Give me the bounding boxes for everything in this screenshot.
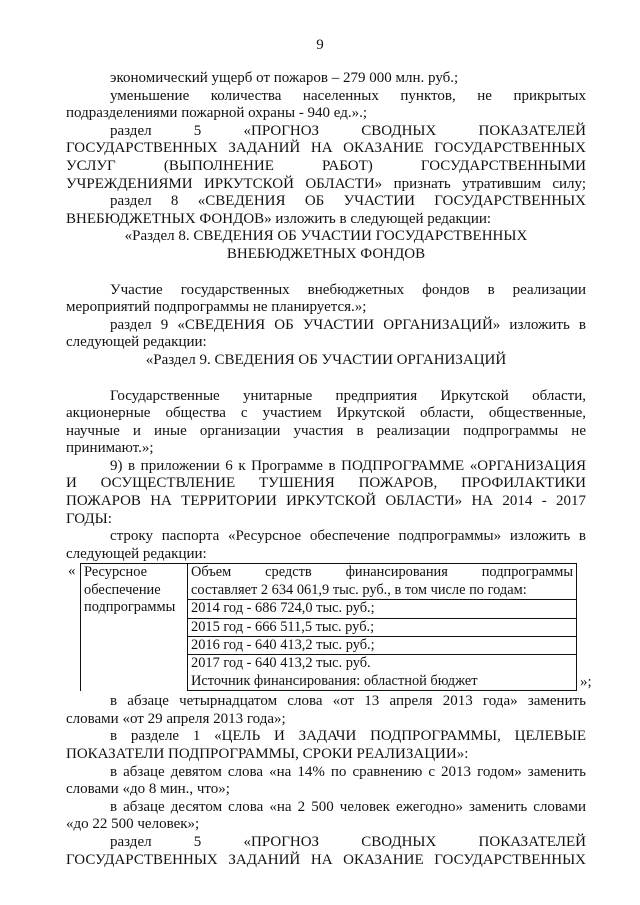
table-open-quote: « <box>68 563 76 580</box>
resource-table <box>80 563 577 691</box>
section-9-text: научные и иные организации участия в реализации подпрограммы не <box>66 422 586 439</box>
table-close-quote: »; <box>580 673 592 690</box>
left-cell-line: подпрограммы <box>84 599 176 616</box>
passport-intro: строку паспорта «Ресурсное обеспечение подпрограммы» изложить в <box>110 528 586 545</box>
paragraph-line: в абзаце десятом слова «на 2 500 человек ежегодно» заменить словами <box>110 798 586 815</box>
left-cell-line: Ресурсное <box>84 564 147 581</box>
page-number: 9 <box>316 37 324 53</box>
paragraph-line: в абзаце четырнадцатом слова «от 13 апреля 2013 года» заменить <box>110 693 586 710</box>
item-9-line: И ОСУЩЕСТВЛЕНИЕ ТУШЕНИЯ ПОЖАРОВ, ПРОФИЛАКТИКИ <box>66 475 586 492</box>
table-left-cell <box>81 564 188 691</box>
section-8-text: Участие государственных внебюджетных фондов в реализации <box>110 281 586 298</box>
section-9-text: акционерные общества с участием Иркутской области, общественные, <box>66 405 586 422</box>
paragraph-line: ВНЕБЮДЖЕТНЫХ ФОНДОВ» изложить в следующей редакции: <box>66 210 492 227</box>
volume-line: составляет 2 634 061,9 тыс. руб., в том числе по годам: <box>191 581 527 598</box>
paragraph-line: УЧРЕЖДЕНИЯМИ ИРКУТСКОЙ ОБЛАСТИ» признать утратившим силу; <box>66 175 586 192</box>
section-9-intro: раздел 9 «СВЕДЕНИЯ ОБ УЧАСТИИ ОРГАНИЗАЦИЙ» изложить в <box>110 316 586 333</box>
table-year-cell: 2015 год - 666 511,5 тыс. руб.; <box>188 618 577 636</box>
paragraph-line: ГОСУДАРСТВЕННЫХ ЗАДАНИЙ НА ОКАЗАНИЕ ГОСУДАРСТВЕННЫХ <box>66 851 586 868</box>
document-body <box>66 70 592 869</box>
passport-intro: следующей редакции: <box>66 545 207 562</box>
paragraph-line: УСЛУГ (ВЫПОЛНЕНИЕ РАБОТ) ГОСУДАРСТВЕННЫМИ <box>66 157 586 174</box>
paragraph-line: экономический ущерб от пожаров – 279 000 млн. руб.; <box>110 70 459 86</box>
paragraph-line: подразделениями пожарной охраны - 940 ед.».; <box>66 105 368 122</box>
paragraph-line: «до 22 500 человек»; <box>66 816 200 833</box>
section-9-text: Государственные унитарные предприятия Иркутской области, <box>110 387 586 404</box>
table-source-cell: Источник финансирования: областной бюджет <box>188 673 577 691</box>
section-9-heading: «Раздел 9. СВЕДЕНИЯ ОБ УЧАСТИИ ОРГАНИЗАЦИЙ <box>145 351 507 368</box>
paragraph-line: в разделе 1 «ЦЕЛЬ И ЗАДАЧИ ПОДПРОГРАММЫ, ЦЕЛЕВЫЕ <box>110 728 586 745</box>
table-year-cell: 2016 год - 640 413,2 тыс. руб.; <box>188 637 577 655</box>
section-9-text: принимают.»; <box>66 440 154 457</box>
paragraph-line: в абзаце девятом слова «на 14% по сравнению с 2013 годом» заменить <box>110 763 586 780</box>
item-9-line: ПОЖАРОВ НА ТЕРРИТОРИИ ИРКУТСКОЙ ОБЛАСТИ» НА 2014 - 2017 <box>66 493 586 510</box>
left-cell-line: обеспечение <box>84 581 161 598</box>
resource-table-block <box>66 563 592 691</box>
table-year-cell: 2014 год - 686 724,0 тыс. руб.; <box>188 600 577 618</box>
section-9-intro: следующей редакции: <box>66 334 207 351</box>
paragraph-line: раздел 8 «СВЕДЕНИЯ ОБ УЧАСТИИ ГОСУДАРСТВЕННЫХ <box>110 193 586 210</box>
paragraph-line: раздел 5 «ПРОГНОЗ СВОДНЫХ ПОКАЗАТЕЛЕЙ <box>110 834 586 851</box>
paragraph-line: ГОСУДАРСТВЕННЫХ ЗАДАНИЙ НА ОКАЗАНИЕ ГОСУДАРСТВЕННЫХ <box>66 140 586 157</box>
section-8-heading-cont: ВНЕБЮДЖЕТНЫХ ФОНДОВ <box>226 245 426 262</box>
item-9-line: ГОДЫ: <box>66 510 112 527</box>
table-volume-cell <box>188 564 577 600</box>
table-year-cell: 2017 год - 640 413,2 тыс. руб. <box>188 655 577 673</box>
paragraph-line: словами «до 8 мин., что»; <box>66 781 230 798</box>
paragraph-line: ПОКАЗАТЕЛИ ПОДПРОГРАММЫ, СРОКИ РЕАЛИЗАЦИИ»: <box>66 746 469 763</box>
section-8-heading: «Раздел 8. СВЕДЕНИЯ ОБ УЧАСТИИ ГОСУДАРСТВЕННЫХ <box>124 228 528 245</box>
section-8-text: мероприятий подпрограммы не планируется.»; <box>66 299 367 316</box>
volume-line: Объем средств финансирования подпрограммы <box>191 564 573 581</box>
paragraph-line: словами «от 29 апреля 2013 года»; <box>66 710 286 727</box>
paragraph-line: уменьшение количества населенных пунктов, не прикрытых <box>110 87 586 104</box>
paragraph-line: раздел 5 «ПРОГНОЗ СВОДНЫХ ПОКАЗАТЕЛЕЙ <box>110 122 586 139</box>
item-9-line: 9) в приложении 6 к Программе в ПОДПРОГРАММЕ «ОРГАНИЗАЦИЯ <box>110 457 586 474</box>
